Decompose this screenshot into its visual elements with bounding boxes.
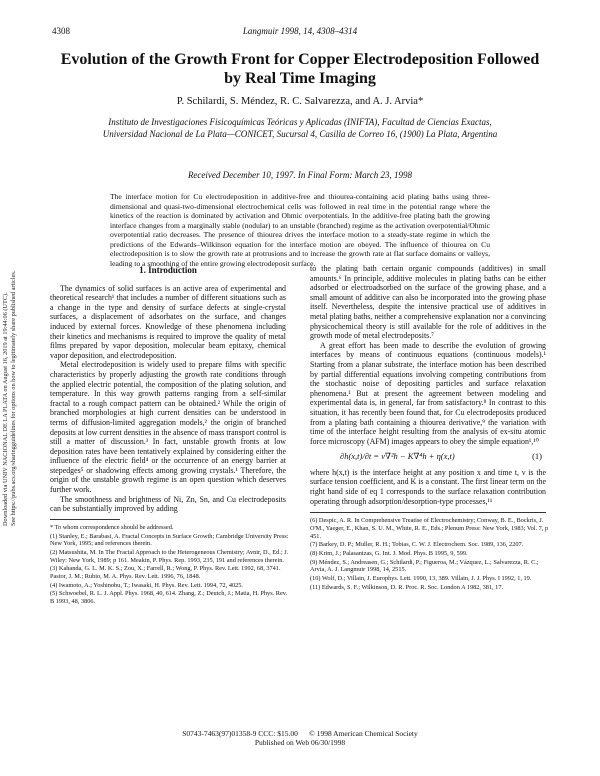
paragraph: Metal electrodeposition is widely used to prepare films with specific characteristics by properly adjusting the growth rate conditions through the applied electric potential, the composition of the plating solution, and temperature. In this way growth patterns ranging from a self-similar fractal to a rough compact pattern can be obtained.² While the origin of branched morphologies at high current densities can be understood in terms of diffusion-limited aggregation models,² the origin of branched deposits at low current densities in the absence of mass transport control is still a matter of discussion.³ In fact, unstable growth fronts at low deposition rates have been tentatively explained by considering either the influence of the electric field⁴ or the occurrence of an energy barrier at stepedges⁵ or shadowing effects among growing crystals.¹ Therefore, the origin of the unstable growth regime is an open question which deserves further work. [50,360,286,495]
footnotes-right [310,517,550,591]
journal-citation: Langmuir 1998, 14, 4308–4314 [242,26,358,36]
footnote: (8) Krim, J.; Palasantzas, G. Int. J. Mod. Phys. B 1995, 9, 599. [310,550,468,558]
footer-code: S0743-7463(97)01358-9 CCC: $15.00 [182,729,298,738]
equation-number: (1) [532,451,542,462]
page-footer [0,729,600,747]
page-number: 4308 [52,26,70,36]
footnote: (9) Méndez, S.; Andreasen, G.; Schilardi, P.; Figueroa, M.; Vázquez, L.; Salvarezza, R. C.; Arvia, A. J. Langmuir 1998, 14, 2515. [310,558,539,574]
footnote: (4) Iwamoto, A.; Yoshinobu, T.; Iwasaki, H. Phys. Rev. Lett. 1994, 72, 4025. [50,581,243,589]
paragraph: The dynamics of solid surfaces is an active area of experimental and theoretical research¹ that includes a number of different situations such as a change in the type and density of surface defects at single-crystal surfaces, a displacement of adsorbates on the surface, and changes induced by external forces. Knowledge of these phenomena including their kinetics and mechanisms is required to improve the quality of metal films prepared by vapor deposition, molecular beam epitaxy, chemical vapor deposition, and electrodeposition. [50,283,286,360]
abstract: The interface motion for Cu electrodeposition in additive-free and thiourea-containing acid plating baths using three-dimensional and quasi-two-dimensional electrochemical cells was followed in real time in the potential range where the kinetics of the reaction is dominated by activation and Ohmic overpotentials. In the additive-free plating bath the growing interface changes from a marginally stable (nodular) to an unstable (branched) regime as the activation overpotential/Ohmic overpotential ratio decreases. The presence of thiourea drives the interface motion to a steady-state regime in which the predictions of the Edwards–Wilkinson equation for the interface motion are obeyed. The influence of thiourea on Cu electrodeposition is to slow the growth rate at protrusions and to increase the growth rate at flat surface domains or valleys, leading to a smoothing of the entire growing electrodeposit surface. [110,192,490,268]
footnote: (11) Edwards, S. F.; Wilkinson, D. R. Proc. R. Soc. London A 1982, 381, 17. [310,583,504,591]
section-heading: 1. Introduction [139,265,197,275]
left-column [50,264,289,607]
paragraph: to the plating bath certain organic compounds (additives) in small amounts.⁶ In principle, additive molecules in plating baths can be either adsorbed or electroadsorbed on the surface of the growing phase, and a small amount of additive can also be incorporated into the growing phase itself. Nevertheless, despite the intensive practical use of additives in metal plating baths, neither a comprehensive explanation nor a convincing physicochemical theory is still available for the role of additives in the growth mode of metal electrodeposits.⁷ [310,264,546,341]
paragraph: The smoothness and brightness of Ni, Zn, Sn, and Cu electrodeposits can be substantially improved by adding [50,494,286,514]
footnote-divider [310,512,546,513]
received-dates: Received December 10, 1997. In Final Form: March 23, 1998 [187,170,413,180]
download-sidebar [2,250,18,526]
footnote: (7) Barkey, D. P.; Muller, R. H.; Tobias, C. W. J. Electrochem. Soc. 1989, 136, 2207. [310,541,524,549]
equation-1 [340,452,546,462]
paragraph: where h(x,t) is the interface height at any position x and time t, ν is the surface tension coefficient, and K is a constant. The first linear term on the right hand side of eq 1 corresponds to the surface relaxation contribution operating through adsorption/desorption-type processes,¹¹ [310,467,546,506]
footnote: * To whom correspondence should be addressed. [50,523,174,531]
sidebar-download-line: Downloaded via UNIV NACIONAL DE LA PLATA on August 16, 2019 at 19:44:06 (UTC). [2,292,9,526]
footer-line [0,729,600,738]
footnote: (6) Despic, A. R. In Comprehensive Treatise of Electrochemistry; Conway, B. E., Bockris, J. O'M., Yaeger, E., Khan, S. U. M., White, R. E., Eds.; Plenum Press: New York, 1983; Vol. 7, p 451. [310,517,549,540]
footnote: (1) Stanley, E.; Barabasi, A. Fractal Concepts in Surface Growth; Cambridge University Press: New York, 1995; and references therein. [50,532,289,548]
sidebar-sharing-line[interactable]: See https://pubs.acs.org/sharingguidelines for options on how to legitimately share published articles. [10,270,17,526]
author-affiliation: Instituto de Investigaciones Fisicoquímicas Teóricas y Aplicadas (INIFTA), Facultad de Ciencias Exactas, Universidad Nacional de La Plata—CONICET, Sucursal 4, Casilla de Correo 16, (1900) La Plata, Argentina [102,117,498,139]
footnote: (10) Wolf, D.; Villain, J. Europhys. Lett. 1990, 13, 389. Villain, J. J. Phys. I 1992, 1, 19. [310,575,532,583]
footnotes-left [50,524,290,606]
footnote: (3) Kahanda, G. L. M. K. S.; Zou, X.; Farrell, R.; Wong, P. Phys. Rev. Lett. 1992, 68, 3741. Pastor, J. M.; Rubio, M. A. Phys. Rev. Lett. 1996, 76, 1848. [50,565,281,581]
footer-published: Published on Web 06/30/1998 [254,738,346,747]
right-column [310,264,549,593]
article-title: Evolution of the Growth Front for Copper Electrodeposition Followed by Real Time Imaging [60,51,540,87]
paragraph: A great effort has been made to describe the evolution of growing interfaces by means of continuous equations (continuous models).¹ Starting from a planar substrate, the interface motion has been described by partial differential equations involving competing contributions from the stochastic noise of depositing particles and surface relaxation phenomena.¹ But at present the agreement between modeling and experimental data is, in general, far from satisfactory.⁸ In contrast to this situation, it has recently been found that, for Cu electrodeposits produced from a plating bath containing a thiourea derivative,⁹ the variation with time of the interface height resulting from the analysis of ex-situ atomic force microscopy (AFM) images appears to obey the simple equation¹,¹⁰ [310,340,546,446]
footnote: (5) Schwoebel, R. L. J. Appl. Phys. 1968, 40, 614. Zhang, Z.; Deutch, J.; Matia, H. Phys. Rev. B 1993, 48, 3806. [50,590,288,606]
footnote-divider [50,519,120,520]
footer-copyright: © 1998 American Chemical Society [309,729,418,738]
article-authors: P. Schilardi, S. Méndez, R. C. Salvarezza, and A. J. Arvia* [176,96,424,107]
footnote: (2) Matsushita, M. In The Fractal Approach to the Heterogeneous Chemistry; Avnir, D., Ed.; J. Wiley: New York, 1989; p 161. Meakin, P. Phys. Rep. 1993, 235, 191 and references therein. [50,548,289,564]
equation-expression: ∂h(x,t)/∂t = ν∇²h − K∇⁴h + η(x,t) [340,451,455,462]
